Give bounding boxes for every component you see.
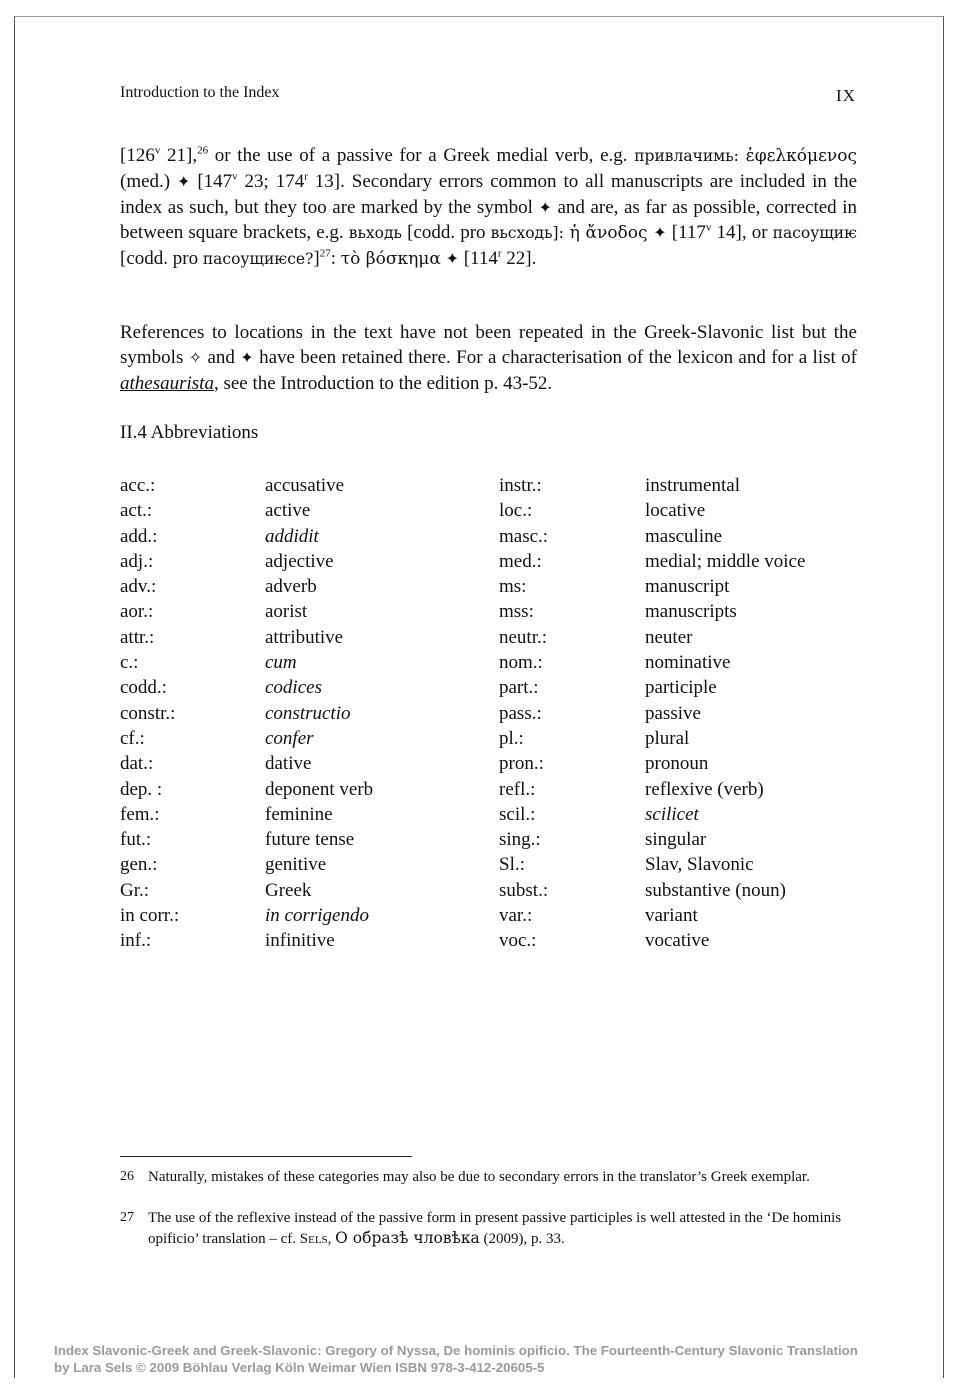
abbreviation-term: voc.: [499,930,537,952]
abbreviation-meaning: active [265,500,311,522]
abbreviation-meaning: passive [645,702,701,724]
abbreviation-row [120,498,865,523]
abbreviation-term: part.: [499,677,539,699]
abbreviation-meaning: Slav, Slavonic [645,854,754,876]
abbreviation-meaning: plural [645,727,690,749]
running-title: Introduction to the Index [120,84,280,101]
abbreviation-row [120,878,865,903]
abbreviation-meaning: substantive (noun) [645,879,786,901]
abbreviation-term: var.: [499,905,533,927]
abbreviation-term: med.: [499,550,542,572]
abbreviation-term: ms: [499,576,527,598]
abbreviation-meaning: infinitive [265,930,335,952]
page-number: IX [836,86,856,105]
abbreviation-term: inf.: [120,930,152,952]
abbreviation-term: acc.: [120,475,156,496]
abbreviation-meaning: dative [265,753,312,775]
slavonic-word: привлачимь: [634,147,739,165]
slavonic-word: пасоущиѥсе? [202,250,314,269]
footnote-text: The use of the reflexive instead of the passive form in present passive participles is well attested in the ‘De hominis opificio’ translation – cf. Sels, О образѣ чловѣка (2009), p. 33. [148,1210,842,1247]
abbreviation-meaning: aorist [265,601,308,623]
abbreviation-row [120,473,865,498]
author-name: Sels [299,1231,328,1247]
footer-line-2: by Lara Sels © 2009 Böhlau Verlag Köln Weimar Wien ISBN 978-3-412-20605-5 [54,1360,545,1375]
footnote-number: 27 [120,1210,134,1225]
abbreviation-term: cf.: [120,727,145,749]
footer-line-1: Index Slavonic-Greek and Greek-Slavonic: Gregory of Nyssa, De hominis opificio. The Fourteenth-Century Slavonic Translation [54,1343,858,1358]
abbreviation-meaning: cum [265,652,297,674]
abbreviation-meaning: manuscripts [645,601,737,623]
abbreviation-row [120,524,865,549]
abbreviation-row [120,549,865,574]
abbreviation-row [120,650,865,675]
abbreviation-term: fem.: [120,803,160,825]
abbreviation-meaning: deponent verb [265,778,374,800]
footnote-number: 26 [120,1169,134,1184]
abbreviation-row [120,675,865,700]
abbreviation-meaning: adverb [265,576,317,598]
abbreviation-meaning: Greek [265,879,312,901]
abbreviation-term: pl.: [499,727,524,749]
abbreviation-meaning: scilicet [645,803,699,825]
abbreviation-meaning: singular [645,829,707,851]
abbreviation-term: nom.: [499,652,543,674]
abbreviation-meaning: nominative [645,652,731,674]
abbreviation-meaning: reflexive (verb) [645,778,764,800]
filled-star-icon: ✦ [538,197,552,217]
abbreviation-meaning: adjective [265,550,334,572]
section-heading: II.4 Abbreviations [120,422,259,443]
abbreviation-meaning: genitive [265,854,327,876]
abbreviation-meaning: participle [645,677,717,699]
abbreviation-term: attr.: [120,626,155,648]
abbreviation-term: mss: [499,601,534,623]
greek-word: ἡ ἄνοδος [563,222,654,243]
greek-word: ἐφελκόμενος [745,146,857,166]
abbreviation-term: constr.: [120,702,176,724]
abbreviation-row [120,928,865,953]
abbreviation-term: adj.: [120,550,154,572]
footnote-text: Naturally, mistakes of these categories may also be due to secondary errors in the translator’s Greek exemplar. [148,1169,810,1185]
abbreviation-meaning: locative [645,500,706,522]
filled-star-icon: ✦ [177,172,191,192]
abbreviation-term: scil.: [499,803,536,825]
filled-star-icon: ✦ [445,249,459,269]
abbreviation-row [120,625,865,650]
paragraph-references: References to locations in the text have not been repeated in the Greek-Slavonic list but the symbols ✧ and ✦ have been retained there. For a characterisation of the lexicon and for a list of athesaurista, see the Introduction to the edition p. 43-52. [120,322,857,394]
abbreviation-row [120,574,865,599]
abbreviation-term: dat.: [120,753,154,775]
abbreviation-meaning: neuter [645,626,693,648]
footnote-ref-26[interactable]: 26 [197,144,209,157]
filled-star-icon: ✦ [653,222,667,242]
footnote-ref-27[interactable]: 27 [319,247,331,260]
open-star-icon: ✧ [188,348,203,368]
abbreviation-term: pron.: [499,753,544,775]
abbreviation-term: masc.: [499,525,549,547]
abbreviation-term: aor.: [120,601,154,623]
slavonic-word: вьходь [348,223,402,242]
abbreviation-meaning: in corrigendo [265,905,369,927]
athesaurista-term: athesaurista [120,372,214,394]
abbreviation-meaning: masculine [645,525,723,547]
abbreviation-row [120,599,865,624]
abbreviation-term: in corr.: [120,905,180,927]
abbreviation-term: refl.: [499,778,536,800]
abbreviation-row [120,827,865,852]
abbreviation-meaning: future tense [265,829,355,851]
slavonic-word: пасоущиѥ [772,223,858,242]
abbreviation-term: Gr.: [120,879,150,901]
abbreviation-term: adv.: [120,576,157,598]
footer-copyright [54,1342,858,1376]
abbreviation-term: instr.: [499,475,542,496]
abbreviation-meaning: vocative [645,930,710,952]
abbreviation-term: subst.: [499,879,549,901]
abbreviation-term: sing.: [499,829,541,851]
abbreviation-row [120,903,865,928]
abbreviation-row [120,726,865,751]
slavonic-word: вьсходь]: [490,223,564,242]
abbreviation-meaning: accusative [265,475,345,496]
abbreviation-term: fut.: [120,829,152,851]
abbreviation-meaning: confer [265,727,314,749]
abbreviations-table [120,473,865,954]
abbreviation-meaning: constructio [265,702,351,724]
paragraph-errors: [126$^v$ 21],$^{26}$ or the use of a passive for a Greek medial verb, e.g. привлачимь: ἐφελκόμενος (med.) ✦ [147$^v$ 23; 174$^r$ 13]. Secondary errors common to all manuscripts are included in the index as such, but they too are marked by the symbol ✦ and are, as far as possible, corrected in between square brackets, e.g. вьходь [codd. pro вьсходь]: ἡ ἄνοδος ✦ [117$^v$ 14], or пасоущиѥ [codd. pro пасоущиѥсе?]$^{27}$: τὸ βόσκημα ✦ [114$^r$ 22]. [120,144,858,270]
abbreviation-row [120,701,865,726]
abbreviation-term: gen.: [120,854,158,876]
greek-word: τὸ βόσκημα [340,249,441,270]
abbreviation-meaning: manuscript [645,576,730,598]
abbreviation-term: dep. : [120,778,163,800]
abbreviation-row [120,852,865,877]
footnote-separator [120,1156,412,1157]
abbreviation-meaning: addidit [265,525,319,547]
slavonic-title: О образѣ чловѣка [335,1229,480,1247]
abbreviation-term: neutr.: [499,626,548,648]
abbreviation-meaning: feminine [265,803,333,825]
filled-star-icon: ✦ [240,348,254,368]
abbreviation-term: codd.: [120,677,167,699]
abbreviation-meaning: pronoun [645,753,709,775]
abbreviation-meaning: medial; middle voice [645,550,806,572]
abbreviation-row [120,802,865,827]
abbreviation-row [120,751,865,776]
abbreviation-term: add.: [120,525,158,547]
abbreviation-meaning: instrumental [645,475,740,496]
abbreviation-term: pass.: [499,702,542,724]
abbreviation-meaning: codices [265,677,322,699]
abbreviation-meaning: attributive [265,626,344,648]
abbreviation-term: Sl.: [499,854,525,876]
abbreviation-row [120,777,865,802]
abbreviation-meaning: variant [645,905,698,927]
abbreviation-term: c.: [120,652,139,674]
abbreviation-term: act.: [120,500,153,522]
abbreviation-term: loc.: [499,500,533,522]
